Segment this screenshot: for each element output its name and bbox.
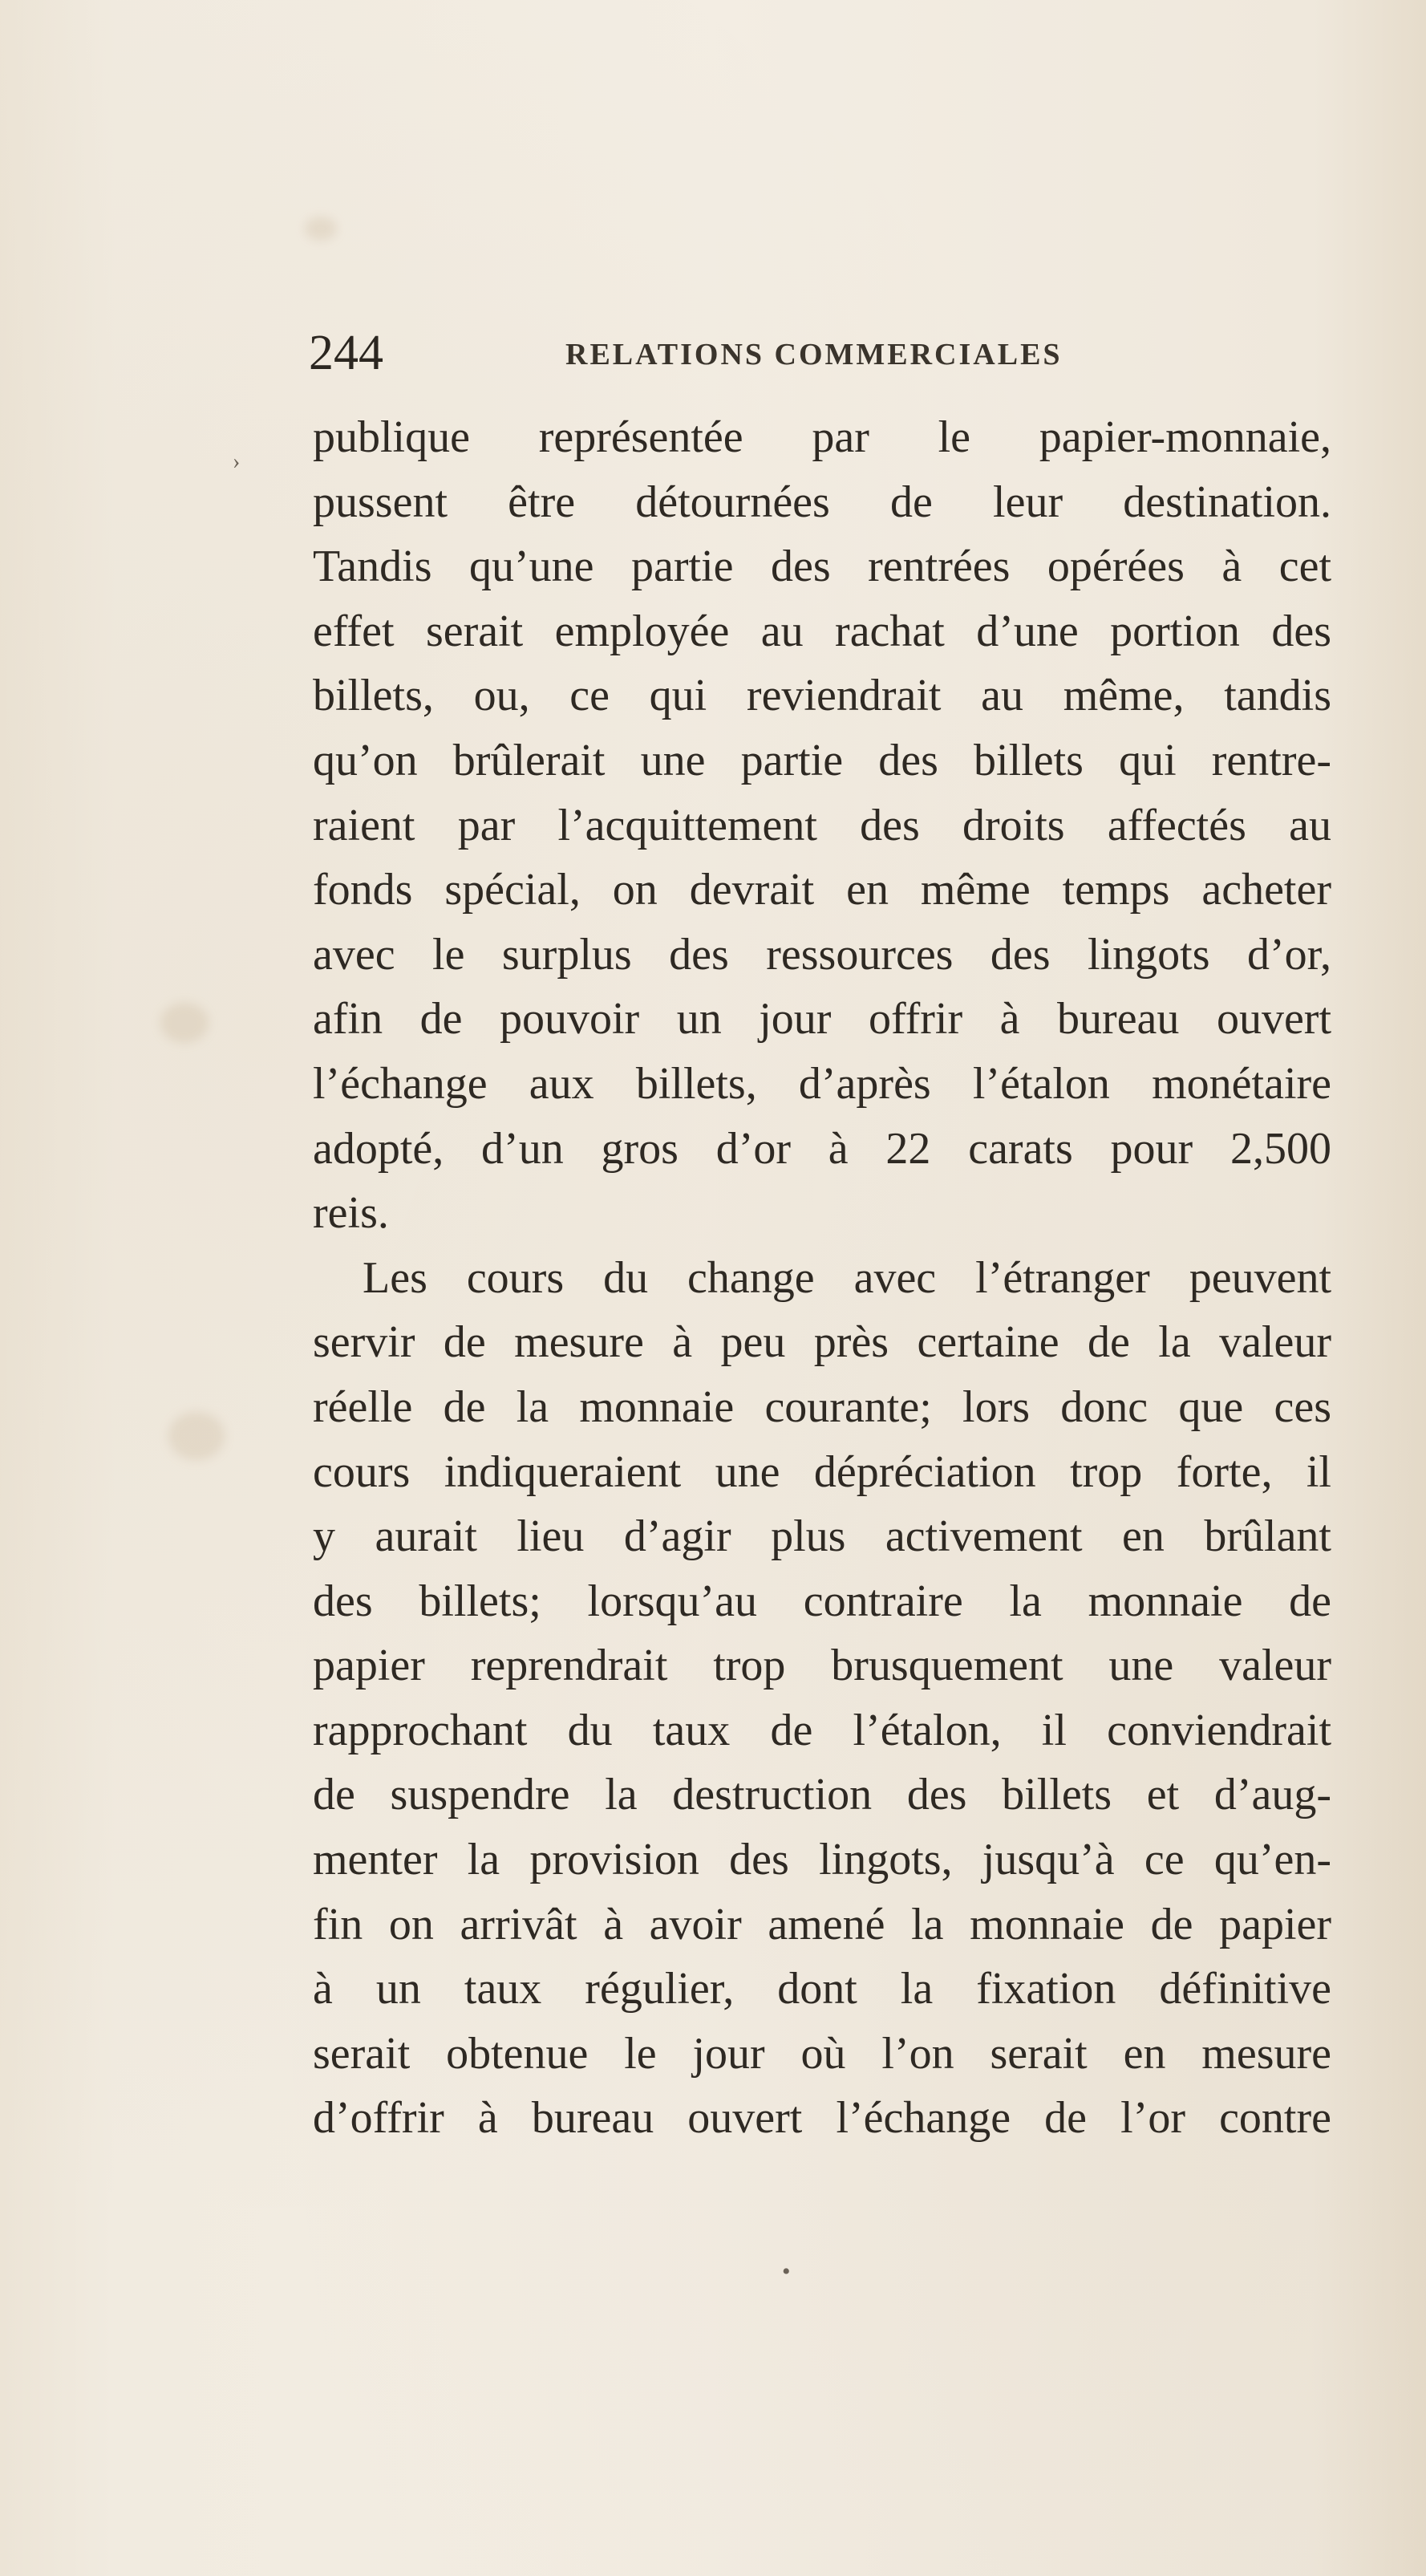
text-line: l’échange aux billets, d’après l’étalon monétaire [313, 1058, 1331, 1109]
text-line: Tandis qu’une partie des rentrées opérées à cet [313, 542, 1331, 592]
text-line: fonds spécial, on devrait en même temps acheter [313, 865, 1331, 915]
page-header [309, 321, 1331, 385]
paper-stain [305, 217, 337, 241]
text-line: Les cours du change avec l’étranger peuvent [363, 1252, 1331, 1303]
paper-stain [160, 1003, 209, 1043]
text-line: afin de pouvoir un jour offrir à bureau ouvert [313, 994, 1331, 1045]
text-line: qu’on brûlerait une partie des billets qui rentre- [313, 735, 1331, 785]
text-line: de suspendre la destruction des billets et d’aug- [313, 1770, 1331, 1820]
running-head: RELATIONS COMMERCIALES [565, 338, 1063, 371]
body-text [313, 405, 1331, 2151]
text-line: reis. [313, 1188, 389, 1239]
text-line: effet serait employée au rachat d’une portion des [313, 606, 1331, 656]
margin-mark: › [233, 449, 241, 474]
text-line: réelle de la monnaie courante; lors donc que ces [313, 1381, 1331, 1432]
text-line: fin on arrivât à avoir amené la monnaie de papier [313, 1899, 1331, 1949]
text-line: avec le surplus des ressources des lingots d’or, [313, 929, 1331, 980]
text-line: rapprochant du taux de l’étalon, il conviendrait [313, 1705, 1331, 1755]
ink-dot: • [782, 2258, 791, 2285]
text-line: des billets; lorsqu’au contraire la monnaie de [313, 1576, 1331, 1626]
text-line: à un taux régulier, dont la fixation définitive [313, 1964, 1331, 2014]
text-line: publique représentée par le papier-monnaie, [313, 412, 1331, 462]
text-line: papier reprendrait trop brusquement une valeur [313, 1641, 1331, 1691]
text-line: menter la provision des lingots, jusqu’à ce qu’en- [313, 1835, 1331, 1885]
text-line: servir de mesure à peu près certaine de la valeur [313, 1317, 1331, 1368]
paper-stain [168, 1412, 225, 1460]
text-line: pussent être détournées de leur destination. [313, 477, 1331, 527]
text-line: serait obtenue le jour où l’on serait en mesure [313, 2028, 1331, 2079]
page-number: 244 [309, 326, 383, 380]
text-line: billets, ou, ce qui reviendrait au même, tandis [313, 671, 1331, 721]
text-line: adopté, d’un gros d’or à 22 carats pour 2,500 [313, 1123, 1331, 1174]
text-line: raient par l’acquittement des droits affectés au [313, 800, 1331, 850]
text-line: d’offrir à bureau ouvert l’échange de l’or contre [313, 2093, 1331, 2144]
text-line: y aurait lieu d’agir plus activement en brûlant [313, 1511, 1331, 1562]
text-line: cours indiqueraient une dépréciation trop forte, il [313, 1446, 1331, 1497]
